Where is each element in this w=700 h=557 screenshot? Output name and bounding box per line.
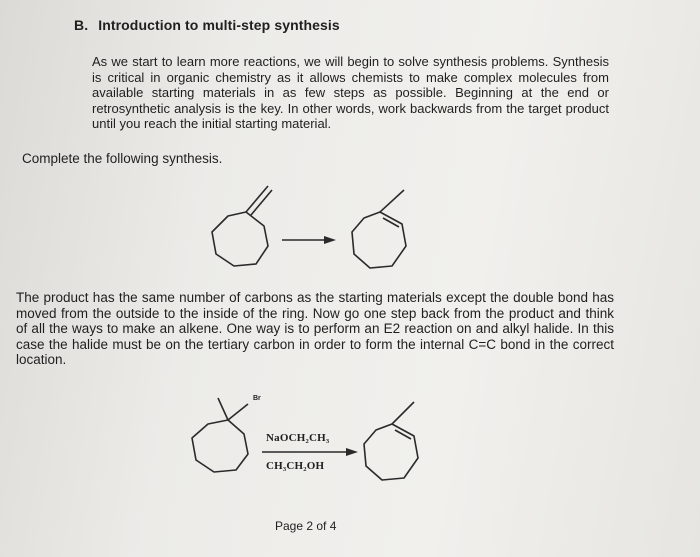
starting-material-ring	[212, 212, 268, 266]
synthesis-scheme-1	[180, 180, 440, 280]
intro-paragraph: As we start to learn more reactions, we will begin to solve synthesis problems. Synthesis is critical in organic chemistry as it allows chemists to make complex molecules from available starting materials in as few steps as possible. Beginning at the end or retrosynthetic analysis is the key. In other words, work backwards from the target product until you reach the initial starting material.	[92, 54, 609, 132]
methyl-group-2	[218, 398, 228, 420]
solvent-reagent: CH₃CH₂OH	[266, 460, 325, 472]
explanation-paragraph: The product has the same number of carbons as the starting materials except the double bond has moved from the outside to the inside of the ring. Now go one step back from the product and think of all the ways to make an alkene. One way is to perform an E2 reaction on and alkyl halide. In this case the halide must be on the tertiary carbon in order to form the internal C=C bond in the correct location.	[16, 290, 614, 368]
page-number: Page 2 of 4	[275, 519, 337, 533]
bromine-label: Br	[253, 395, 261, 402]
instruction-text: Complete the following synthesis.	[22, 151, 223, 166]
section-title: Introduction to multi-step synthesis	[98, 17, 340, 33]
section-heading	[74, 17, 340, 33]
methyl-group-3	[392, 402, 414, 424]
e2-product-ring	[364, 424, 418, 480]
section-number: B.	[74, 17, 89, 33]
product-ring	[352, 212, 406, 268]
carbon-bromine-bond	[228, 404, 248, 420]
base-reagent: NaOCH₂CH₃	[266, 432, 330, 444]
methyl-group	[380, 190, 404, 212]
alkyl-halide-ring	[192, 420, 248, 472]
